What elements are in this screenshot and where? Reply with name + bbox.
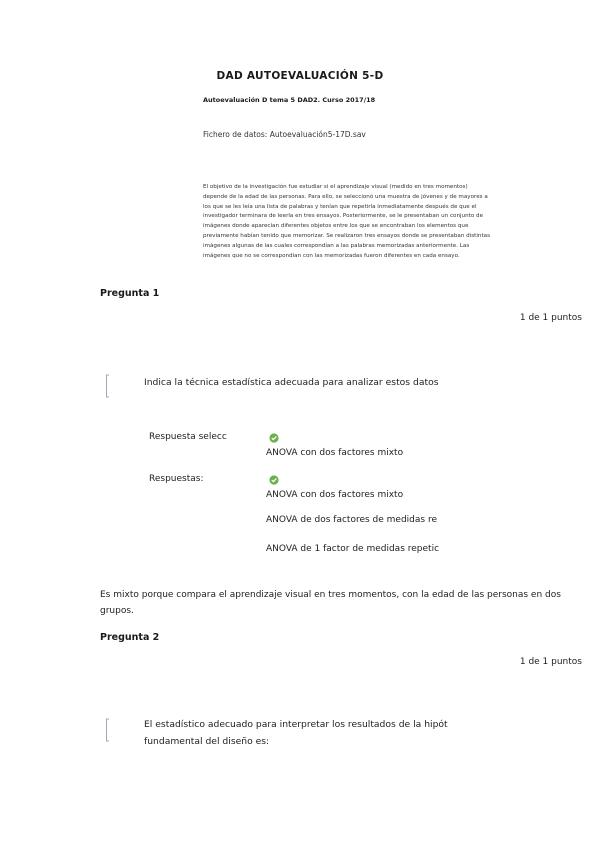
selected-answer-value: ANOVA con dos factores mixto xyxy=(266,448,404,458)
question-1-text: Indica la técnica estadística adecuada para analizar estos datos xyxy=(144,377,439,388)
data-file-label: Fichero de datos: Autoevaluación5-17D.sav xyxy=(203,130,366,139)
page-subtitle: Autoevaluación D tema 5 DAD2. Curso 2017/18 xyxy=(203,96,376,104)
answer-option: ANOVA con dos factores mixto xyxy=(266,490,404,500)
check-circle-icon xyxy=(269,433,279,443)
check-circle-icon xyxy=(269,475,279,485)
page-title: DAD AUTOEVALUACIÓN 5-D xyxy=(216,70,384,82)
question-2-text xyxy=(144,716,448,750)
question-2-heading: Pregunta 2 xyxy=(100,632,160,643)
question-2-points: 1 de 1 puntos xyxy=(519,657,582,667)
selected-answer-label: Respuesta selecc xyxy=(149,432,227,442)
answers-label: Respuestas: xyxy=(149,474,204,484)
answer-option: ANOVA de dos factores de medidas re xyxy=(266,515,437,525)
question-2-text-line: fundamental del diseño es: xyxy=(144,736,270,747)
question-1-heading: Pregunta 1 xyxy=(100,288,160,299)
answer-option: ANOVA de 1 factor de medidas repetic xyxy=(266,544,440,554)
bracket-marker-icon xyxy=(105,374,110,398)
bracket-marker-icon xyxy=(105,718,110,742)
question-1-feedback: Es mixto porque compara el aprendizaje visual en tres momentos, con la edad de las personas en dos grupos. xyxy=(100,590,561,616)
question-1-points: 1 de 1 puntos xyxy=(519,313,582,323)
intro-paragraph: El objetivo de la investigación fue estudiar si el aprendizaje visual (medido en tres momentos) depende de la edad de las personas. Para ello, se seleccionó una muestra de jóvenes y de mayores a los que se les leía una lista de palabras y tenían que repetirla inmediatamente después de que el investigador terminara de leerla en tres ensayos. Posteriormente, se le presentaban un conjunto de imágenes donde aparecían diferentes objetos entre los que se encontraban los elementos que previamente habían tenido que memorizar. Se realizaron tres ensayos donde se presentaban distintas imágenes algunas de las cuales correspondían a las palabras memorizadas anteriormente. Las imágenes que no se correspondían con las memorizadas fueron diferentes en cada ensayo. xyxy=(203,184,490,259)
question-2-text-line: El estadístico adecuado para interpretar los resultados de la hipót xyxy=(144,719,448,730)
